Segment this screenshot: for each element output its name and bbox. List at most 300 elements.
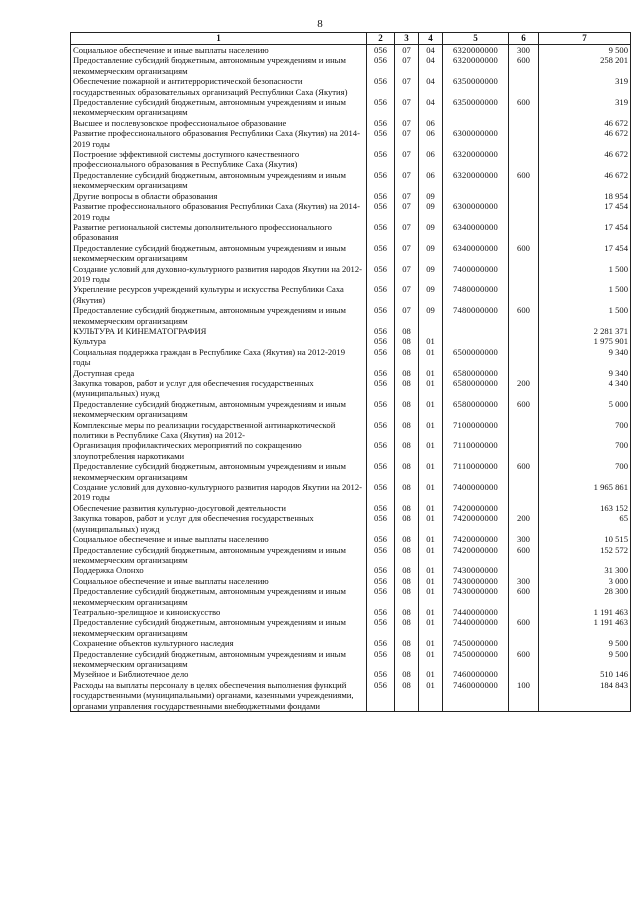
row-amount-cell: 163 152 (539, 503, 631, 513)
row-amount-cell: 1 500 (539, 305, 631, 326)
table-row (71, 191, 631, 201)
row-target-article-cell: 7420000000 (443, 503, 509, 513)
row-expense-type-cell (509, 326, 539, 336)
row-name-cell: Закупка товаров, работ и услуг для обеспечения государственных (муниципальных) нужд (71, 513, 367, 534)
row-expense-type-cell: 600 (509, 399, 539, 420)
row-expense-type-cell: 300 (509, 45, 539, 56)
row-subsection-cell (419, 326, 443, 336)
header-cell: 1 (71, 33, 367, 45)
row-name-cell: Предоставление субсидий бюджетным, автономным учреждениям и иным некоммерческим организациям (71, 97, 367, 118)
row-expense-type-cell: 300 (509, 534, 539, 544)
row-subsection-cell: 06 (419, 128, 443, 149)
row-subsection-cell: 01 (419, 617, 443, 638)
row-target-article-cell: 7400000000 (443, 264, 509, 285)
header-cell: 3 (395, 33, 419, 45)
row-section-cell: 07 (395, 128, 419, 149)
row-expense-type-cell: 200 (509, 378, 539, 399)
row-grbs-cell: 056 (367, 545, 395, 566)
row-expense-type-cell: 600 (509, 97, 539, 118)
row-target-article-cell: 7440000000 (443, 607, 509, 617)
row-grbs-cell: 056 (367, 284, 395, 305)
row-expense-type-cell: 600 (509, 55, 539, 76)
row-subsection-cell: 04 (419, 97, 443, 118)
row-name-cell: Закупка товаров, работ и услуг для обеспечения государственных (муниципальных) нужд (71, 378, 367, 399)
table-row (71, 45, 631, 56)
row-section-cell: 08 (395, 617, 419, 638)
row-expense-type-cell (509, 420, 539, 441)
row-target-article-cell: 6500000000 (443, 347, 509, 368)
table-row (71, 368, 631, 378)
row-name-cell: Социальная поддержка граждан в Республике Саха (Якутия) на 2012-2019 годы (71, 347, 367, 368)
table-row (71, 170, 631, 191)
table-row (71, 482, 631, 503)
row-section-cell: 08 (395, 326, 419, 336)
row-section-cell: 08 (395, 347, 419, 368)
row-amount-cell: 1 191 463 (539, 607, 631, 617)
row-grbs-cell: 056 (367, 576, 395, 586)
row-expense-type-cell: 600 (509, 461, 539, 482)
row-expense-type-cell (509, 76, 539, 97)
row-amount-cell: 9 500 (539, 649, 631, 670)
row-expense-type-cell: 600 (509, 545, 539, 566)
row-grbs-cell: 056 (367, 118, 395, 128)
row-expense-type-cell (509, 669, 539, 679)
row-amount-cell: 46 672 (539, 149, 631, 170)
row-target-article-cell: 6340000000 (443, 222, 509, 243)
row-subsection-cell: 01 (419, 336, 443, 346)
header-cell: 2 (367, 33, 395, 45)
row-expense-type-cell: 600 (509, 243, 539, 264)
table-row (71, 76, 631, 97)
row-section-cell: 08 (395, 368, 419, 378)
row-expense-type-cell (509, 503, 539, 513)
row-section-cell: 07 (395, 149, 419, 170)
row-section-cell: 07 (395, 45, 419, 56)
row-grbs-cell: 056 (367, 76, 395, 97)
row-target-article-cell: 7100000000 (443, 420, 509, 441)
row-name-cell: Предоставление субсидий бюджетным, автономным учреждениям и иным некоммерческим организациям (71, 170, 367, 191)
row-section-cell: 07 (395, 191, 419, 201)
row-section-cell: 08 (395, 482, 419, 503)
row-grbs-cell: 056 (367, 201, 395, 222)
row-amount-cell: 5 000 (539, 399, 631, 420)
row-grbs-cell: 056 (367, 55, 395, 76)
row-name-cell: Предоставление субсидий бюджетным, автономным учреждениям и иным некоммерческим организациям (71, 305, 367, 326)
table-row (71, 128, 631, 149)
row-expense-type-cell (509, 264, 539, 285)
row-expense-type-cell: 200 (509, 513, 539, 534)
table-row (71, 97, 631, 118)
row-subsection-cell: 09 (419, 201, 443, 222)
page-number: 8 (317, 18, 323, 30)
row-name-cell: Предоставление субсидий бюджетным, автономным учреждениям и иным некоммерческим организациям (71, 545, 367, 566)
row-grbs-cell: 056 (367, 513, 395, 534)
row-target-article-cell (443, 336, 509, 346)
row-grbs-cell: 056 (367, 649, 395, 670)
row-amount-cell: 17 454 (539, 201, 631, 222)
row-section-cell: 07 (395, 97, 419, 118)
row-name-cell: Другие вопросы в области образования (71, 191, 367, 201)
row-target-article-cell: 6320000000 (443, 149, 509, 170)
row-subsection-cell: 01 (419, 649, 443, 670)
row-name-cell: Социальное обеспечение и иные выплаты населению (71, 45, 367, 56)
row-section-cell: 08 (395, 607, 419, 617)
row-grbs-cell: 056 (367, 128, 395, 149)
row-name-cell: Предоставление субсидий бюджетным, автономным учреждениям и иным некоммерческим организациям (71, 55, 367, 76)
row-subsection-cell: 09 (419, 264, 443, 285)
row-subsection-cell: 01 (419, 378, 443, 399)
row-name-cell: Предоставление субсидий бюджетным, автономным учреждениям и иным некоммерческим организациям (71, 649, 367, 670)
row-name-cell: Обеспечение пожарной и антитеррористической безопасности государственных образовательных организаций Республики Саха (Якутия) (71, 76, 367, 97)
table-row (71, 326, 631, 336)
row-subsection-cell: 01 (419, 565, 443, 575)
row-grbs-cell: 056 (367, 461, 395, 482)
row-target-article-cell: 7420000000 (443, 545, 509, 566)
row-expense-type-cell: 600 (509, 617, 539, 638)
row-name-cell: Музейное и Библиотечное дело (71, 669, 367, 679)
row-expense-type-cell (509, 201, 539, 222)
row-name-cell: Укрепление ресурсов учреждений культуры и искусства Республики Саха (Якутия) (71, 284, 367, 305)
row-grbs-cell: 056 (367, 97, 395, 118)
row-grbs-cell: 056 (367, 305, 395, 326)
row-section-cell: 08 (395, 534, 419, 544)
row-subsection-cell: 01 (419, 680, 443, 712)
row-target-article-cell: 7400000000 (443, 482, 509, 503)
table-body (71, 45, 631, 712)
row-subsection-cell: 01 (419, 669, 443, 679)
row-target-article-cell: 7450000000 (443, 649, 509, 670)
row-target-article-cell: 6320000000 (443, 45, 509, 56)
header-row (71, 33, 631, 45)
row-subsection-cell: 06 (419, 118, 443, 128)
row-section-cell: 08 (395, 649, 419, 670)
row-amount-cell: 9 500 (539, 638, 631, 648)
row-section-cell: 07 (395, 170, 419, 191)
row-subsection-cell: 01 (419, 482, 443, 503)
header-cell: 7 (539, 33, 631, 45)
row-subsection-cell: 09 (419, 284, 443, 305)
row-grbs-cell: 056 (367, 420, 395, 441)
table-row (71, 680, 631, 712)
row-target-article-cell: 7420000000 (443, 513, 509, 534)
table-row (71, 378, 631, 399)
row-section-cell: 08 (395, 336, 419, 346)
row-subsection-cell: 09 (419, 191, 443, 201)
row-grbs-cell: 056 (367, 326, 395, 336)
row-section-cell: 08 (395, 638, 419, 648)
row-expense-type-cell (509, 118, 539, 128)
row-amount-cell: 65 (539, 513, 631, 534)
row-expense-type-cell (509, 336, 539, 346)
row-name-cell: Социальное обеспечение и иные выплаты населению (71, 576, 367, 586)
row-amount-cell: 28 300 (539, 586, 631, 607)
row-target-article-cell: 7110000000 (443, 461, 509, 482)
row-target-article-cell: 6580000000 (443, 399, 509, 420)
row-target-article-cell: 7460000000 (443, 669, 509, 679)
row-subsection-cell: 01 (419, 399, 443, 420)
row-amount-cell: 17 454 (539, 222, 631, 243)
table-row (71, 222, 631, 243)
row-target-article-cell: 6320000000 (443, 55, 509, 76)
table-row (71, 284, 631, 305)
row-subsection-cell: 01 (419, 545, 443, 566)
row-amount-cell: 700 (539, 461, 631, 482)
row-name-cell: Построение эффективной системы доступного качественного профессионального образования в Республике Саха (Якутия) (71, 149, 367, 170)
row-amount-cell: 46 672 (539, 128, 631, 149)
row-target-article-cell: 7460000000 (443, 680, 509, 712)
row-grbs-cell: 056 (367, 617, 395, 638)
row-expense-type-cell (509, 149, 539, 170)
row-section-cell: 08 (395, 461, 419, 482)
row-target-article-cell: 7110000000 (443, 440, 509, 461)
row-amount-cell: 1 500 (539, 264, 631, 285)
row-amount-cell: 258 201 (539, 55, 631, 76)
row-grbs-cell: 056 (367, 191, 395, 201)
row-amount-cell: 3 000 (539, 576, 631, 586)
row-grbs-cell: 056 (367, 264, 395, 285)
row-section-cell: 08 (395, 399, 419, 420)
row-amount-cell: 4 340 (539, 378, 631, 399)
row-grbs-cell: 056 (367, 586, 395, 607)
row-grbs-cell: 056 (367, 669, 395, 679)
row-section-cell: 07 (395, 201, 419, 222)
row-target-article-cell: 6340000000 (443, 243, 509, 264)
row-subsection-cell: 06 (419, 170, 443, 191)
row-amount-cell: 184 843 (539, 680, 631, 712)
row-target-article-cell: 7480000000 (443, 305, 509, 326)
row-subsection-cell: 01 (419, 534, 443, 544)
table-row (71, 503, 631, 513)
row-target-article-cell (443, 326, 509, 336)
row-subsection-cell: 01 (419, 440, 443, 461)
row-amount-cell: 700 (539, 420, 631, 441)
row-expense-type-cell (509, 638, 539, 648)
row-expense-type-cell: 600 (509, 170, 539, 191)
row-grbs-cell: 056 (367, 149, 395, 170)
row-grbs-cell: 056 (367, 638, 395, 648)
row-target-article-cell: 7440000000 (443, 617, 509, 638)
row-subsection-cell: 01 (419, 420, 443, 441)
row-expense-type-cell: 600 (509, 649, 539, 670)
row-section-cell: 08 (395, 565, 419, 575)
table-row (71, 305, 631, 326)
row-expense-type-cell (509, 128, 539, 149)
table-row (71, 545, 631, 566)
row-amount-cell: 510 146 (539, 669, 631, 679)
row-expense-type-cell (509, 347, 539, 368)
table-row (71, 347, 631, 368)
row-amount-cell: 152 572 (539, 545, 631, 566)
row-name-cell: Высшее и послевузовское профессиональное образование (71, 118, 367, 128)
row-section-cell: 08 (395, 586, 419, 607)
table-row (71, 149, 631, 170)
row-grbs-cell: 056 (367, 482, 395, 503)
row-section-cell: 07 (395, 243, 419, 264)
row-expense-type-cell (509, 607, 539, 617)
row-amount-cell: 1 965 861 (539, 482, 631, 503)
row-name-cell: Развитие региональной системы дополнительного профессионального образования (71, 222, 367, 243)
row-section-cell: 07 (395, 305, 419, 326)
row-grbs-cell: 056 (367, 170, 395, 191)
row-expense-type-cell (509, 440, 539, 461)
row-name-cell: КУЛЬТУРА И КИНЕМАТОГРАФИЯ (71, 326, 367, 336)
row-name-cell: Предоставление субсидий бюджетным, автономным учреждениям и иным некоммерческим организациям (71, 617, 367, 638)
row-section-cell: 08 (395, 545, 419, 566)
table-row (71, 118, 631, 128)
row-grbs-cell: 056 (367, 347, 395, 368)
table-row (71, 617, 631, 638)
row-subsection-cell: 09 (419, 305, 443, 326)
row-expense-type-cell (509, 191, 539, 201)
row-section-cell: 07 (395, 55, 419, 76)
row-section-cell: 08 (395, 503, 419, 513)
row-subsection-cell: 04 (419, 55, 443, 76)
row-subsection-cell: 01 (419, 503, 443, 513)
table-row (71, 55, 631, 76)
row-expense-type-cell (509, 482, 539, 503)
row-name-cell: Предоставление субсидий бюджетным, автономным учреждениям и иным некоммерческим организациям (71, 461, 367, 482)
row-name-cell: Создание условий для духовно-культурного развития народов Якутии на 2012-2019 годы (71, 482, 367, 503)
row-subsection-cell: 09 (419, 243, 443, 264)
table-row (71, 565, 631, 575)
row-grbs-cell: 056 (367, 45, 395, 56)
table-row (71, 607, 631, 617)
row-grbs-cell: 056 (367, 399, 395, 420)
row-expense-type-cell (509, 284, 539, 305)
table-row (71, 669, 631, 679)
table-row (71, 399, 631, 420)
row-amount-cell: 319 (539, 97, 631, 118)
row-target-article-cell: 6300000000 (443, 201, 509, 222)
row-target-article-cell: 6320000000 (443, 170, 509, 191)
table-row (71, 201, 631, 222)
row-target-article-cell (443, 118, 509, 128)
header-cell: 4 (419, 33, 443, 45)
row-grbs-cell: 056 (367, 565, 395, 575)
row-expense-type-cell: 300 (509, 576, 539, 586)
row-expense-type-cell: 100 (509, 680, 539, 712)
row-expense-type-cell (509, 368, 539, 378)
row-target-article-cell (443, 191, 509, 201)
row-target-article-cell: 6350000000 (443, 97, 509, 118)
row-name-cell: Обеспечение развития культурно-досуговой деятельности (71, 503, 367, 513)
table-row (71, 513, 631, 534)
row-subsection-cell: 04 (419, 45, 443, 56)
row-subsection-cell: 01 (419, 513, 443, 534)
table-row (71, 264, 631, 285)
row-target-article-cell: 7450000000 (443, 638, 509, 648)
row-grbs-cell: 056 (367, 440, 395, 461)
table-row (71, 576, 631, 586)
row-name-cell: Предоставление субсидий бюджетным, автономным учреждениям и иным некоммерческим организациям (71, 586, 367, 607)
row-section-cell: 08 (395, 576, 419, 586)
table-row (71, 638, 631, 648)
table-row (71, 534, 631, 544)
row-amount-cell: 9 340 (539, 347, 631, 368)
budget-table (70, 32, 631, 712)
row-section-cell: 07 (395, 284, 419, 305)
row-name-cell: Предоставление субсидий бюджетным, автономным учреждениям и иным некоммерческим организациям (71, 243, 367, 264)
row-grbs-cell: 056 (367, 378, 395, 399)
row-section-cell: 08 (395, 669, 419, 679)
header-cell: 6 (509, 33, 539, 45)
row-subsection-cell: 09 (419, 222, 443, 243)
row-target-article-cell: 7430000000 (443, 586, 509, 607)
row-subsection-cell: 01 (419, 461, 443, 482)
row-subsection-cell: 04 (419, 76, 443, 97)
row-section-cell: 07 (395, 264, 419, 285)
row-section-cell: 08 (395, 420, 419, 441)
row-target-article-cell: 7430000000 (443, 565, 509, 575)
row-expense-type-cell (509, 222, 539, 243)
row-target-article-cell: 6300000000 (443, 128, 509, 149)
row-name-cell: Комплексные меры по реализации государственной антинаркотической политики в Республике Саха (Якутия) на 2012- (71, 420, 367, 441)
row-grbs-cell: 056 (367, 680, 395, 712)
row-expense-type-cell: 600 (509, 586, 539, 607)
row-amount-cell: 17 454 (539, 243, 631, 264)
table-row (71, 440, 631, 461)
row-expense-type-cell: 600 (509, 305, 539, 326)
row-target-article-cell: 7480000000 (443, 284, 509, 305)
row-amount-cell: 319 (539, 76, 631, 97)
row-subsection-cell: 01 (419, 586, 443, 607)
table-row (71, 420, 631, 441)
row-target-article-cell: 7430000000 (443, 576, 509, 586)
row-amount-cell: 1 191 463 (539, 617, 631, 638)
row-target-article-cell: 6350000000 (443, 76, 509, 97)
row-grbs-cell: 056 (367, 222, 395, 243)
row-section-cell: 08 (395, 680, 419, 712)
row-amount-cell: 9 340 (539, 368, 631, 378)
row-section-cell: 07 (395, 118, 419, 128)
row-grbs-cell: 056 (367, 243, 395, 264)
table-row (71, 336, 631, 346)
row-amount-cell: 31 300 (539, 565, 631, 575)
table-row (71, 586, 631, 607)
row-amount-cell: 18 954 (539, 191, 631, 201)
row-section-cell: 08 (395, 513, 419, 534)
row-section-cell: 07 (395, 76, 419, 97)
row-amount-cell: 46 672 (539, 118, 631, 128)
row-amount-cell: 1 975 901 (539, 336, 631, 346)
row-section-cell: 08 (395, 440, 419, 461)
row-section-cell: 08 (395, 378, 419, 399)
row-subsection-cell: 01 (419, 638, 443, 648)
row-amount-cell: 46 672 (539, 170, 631, 191)
row-name-cell: Доступная среда (71, 368, 367, 378)
row-name-cell: Создание условий для духовно-культурного развития народов Якутии на 2012-2019 годы (71, 264, 367, 285)
row-name-cell: Предоставление субсидий бюджетным, автономным учреждениям и иным некоммерческим организациям (71, 399, 367, 420)
row-section-cell: 07 (395, 222, 419, 243)
row-amount-cell: 9 500 (539, 45, 631, 56)
table-row (71, 243, 631, 264)
row-expense-type-cell (509, 565, 539, 575)
table-row (71, 461, 631, 482)
row-amount-cell: 1 500 (539, 284, 631, 305)
row-name-cell: Организация профилактических мероприятий по сокращению злоупотребления наркотиками (71, 440, 367, 461)
row-target-article-cell: 7420000000 (443, 534, 509, 544)
row-subsection-cell: 01 (419, 607, 443, 617)
header-cell: 5 (443, 33, 509, 45)
row-grbs-cell: 056 (367, 534, 395, 544)
row-name-cell: Социальное обеспечение и иные выплаты населению (71, 534, 367, 544)
row-name-cell: Культура (71, 336, 367, 346)
row-subsection-cell: 01 (419, 576, 443, 586)
row-grbs-cell: 056 (367, 368, 395, 378)
row-name-cell: Сохранение объектов культурного наследия (71, 638, 367, 648)
row-grbs-cell: 056 (367, 503, 395, 513)
row-name-cell: Расходы на выплаты персоналу в целях обеспечения выполнения функций государственными (муниципальными) органами, казенными учреждениями, органами управления государственными внебюджетными фондами (71, 680, 367, 712)
